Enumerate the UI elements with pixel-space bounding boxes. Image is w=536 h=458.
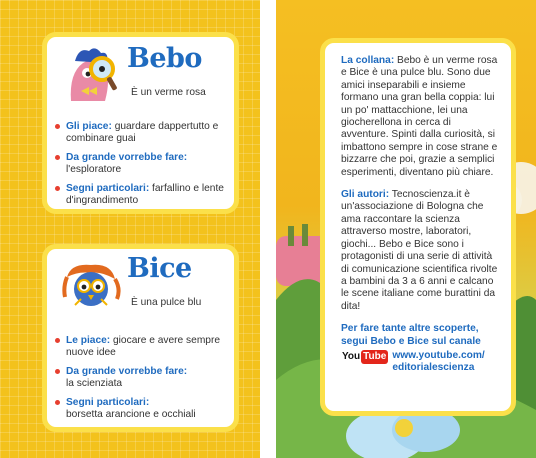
bice-subtitle: È una pulce blu bbox=[131, 297, 202, 308]
youtube-logo-icon bbox=[341, 350, 388, 364]
autori-paragraph bbox=[341, 189, 501, 313]
fact-label: Gli piace: bbox=[66, 121, 112, 132]
bebo-name: Bebo bbox=[127, 43, 202, 74]
autori-text: Tecnoscienza.it è un'associazione di Bologna che ama raccontare la scienza attraverso mostre, laboratori, giochi... Bebo e Bice sono i protagonisti di una serie di attività di comunicazione scientifica rivolte a bambini da 3 a 6 anni e calcano le scene italiane come burattini da dita! bbox=[341, 189, 498, 312]
collana-paragraph bbox=[341, 55, 501, 179]
worm-with-magnifier-icon bbox=[61, 43, 123, 103]
page-gutter bbox=[260, 0, 276, 458]
list-item bbox=[55, 335, 228, 360]
list-item bbox=[55, 152, 228, 177]
fact-text: l'esploratore bbox=[66, 164, 122, 176]
bebo-card bbox=[42, 32, 239, 214]
promo-text: Per fare tante altre scoperte, segui Bebo e Bice sul canale bbox=[341, 323, 481, 347]
collana-text: Bebo è un verme rosa e Bice è una pulce blu. Sono due amici inseparabili e insieme formano una gran bella coppia: lui un po' mattacchione, lei una giocherellona in cerca di avventure. Spinti dalla curiosità, si imbattono sempre in cose strane e bizzarre che poi, grazie a semplici esperimenti, diventano più chiare. bbox=[341, 55, 498, 178]
series-info-card bbox=[320, 38, 516, 416]
list-item bbox=[55, 183, 228, 208]
fact-text: borsetta arancione e occhiali bbox=[66, 409, 196, 421]
youtube-logo-tube: Tube bbox=[363, 350, 387, 362]
list-item bbox=[55, 121, 228, 146]
bebo-facts bbox=[55, 121, 228, 213]
fact-label: Da grande vorrebbe fare: bbox=[66, 151, 188, 163]
fact-text: farfallino e lente d'ingrandimento bbox=[66, 182, 224, 207]
fact-label: Segni particolari: bbox=[66, 182, 150, 194]
youtube-channel[interactable] bbox=[341, 350, 501, 375]
promo-paragraph bbox=[341, 323, 501, 348]
list-item bbox=[55, 366, 228, 391]
autori-label: Gli autori: bbox=[341, 189, 390, 201]
bice-header bbox=[61, 253, 241, 311]
collana-label: La collana: bbox=[341, 55, 395, 66]
bice-card bbox=[42, 244, 239, 432]
fact-text: giocare e avere sempre nuove idee bbox=[66, 335, 221, 359]
youtube-logo-you: You bbox=[342, 350, 361, 362]
list-item bbox=[55, 397, 228, 422]
fact-text: la scienziata bbox=[66, 378, 123, 390]
youtube-url-link[interactable]: www.youtube.com/ editorialescienza bbox=[392, 349, 485, 374]
fact-label: Da grande vorrebbe fare: bbox=[66, 365, 188, 377]
flea-with-pigtails-icon bbox=[61, 253, 123, 313]
fact-text: guardare dappertutto e combinare guai bbox=[66, 121, 219, 145]
fact-label: Le piace: bbox=[66, 335, 111, 346]
bebo-subtitle: È un verme rosa bbox=[131, 87, 206, 98]
bice-name: Bice bbox=[127, 253, 192, 284]
fact-label: Segni particolari: bbox=[66, 396, 150, 408]
bebo-header bbox=[61, 43, 241, 101]
bice-facts bbox=[55, 335, 228, 427]
